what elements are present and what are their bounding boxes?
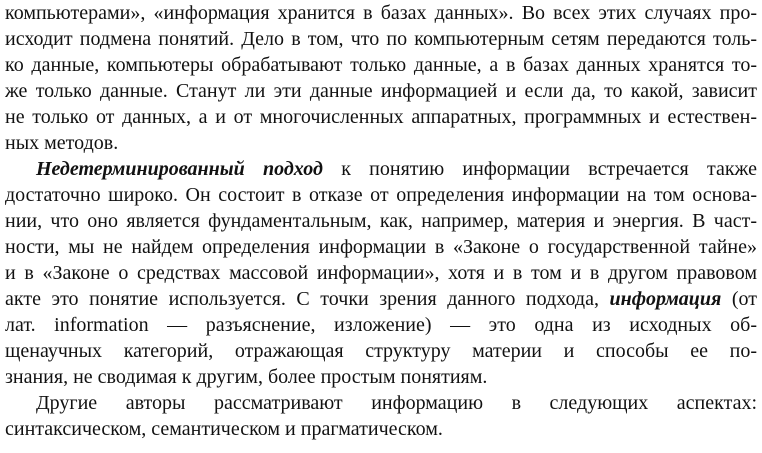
- emphasized-term: Недетерминированный подход: [36, 158, 323, 180]
- text-line: [5, 78, 757, 104]
- text-segment: не только от данных, а и от многочисленных аппаратных, программных и естествен-: [5, 106, 757, 128]
- paragraph: [5, 390, 757, 442]
- text-line: [5, 104, 757, 130]
- text-line: [5, 260, 757, 286]
- text-line: [5, 338, 757, 364]
- text-segment: (от: [721, 288, 757, 310]
- text-segment: ности, мы не найдем определения информации в «Законе о государственной тайне»: [5, 236, 757, 258]
- paragraph: [5, 0, 757, 156]
- text-line: [5, 234, 757, 260]
- text-segment: синтаксическом, семантическом и прагматическом.: [5, 418, 443, 440]
- text-line: [5, 364, 757, 390]
- text-line: [5, 416, 757, 442]
- text-segment: достаточно широко. Он состоит в отказе от определения информации на том основа-: [5, 184, 757, 206]
- text-segment: нии, что оно является фундаментальным, как, например, материя и энергия. В част-: [5, 210, 757, 232]
- text-segment: ко данные, компьютеры обрабатывают только данные, а в базах данных хранятся то-: [5, 54, 757, 76]
- text-line: [5, 0, 757, 26]
- text-line: [5, 390, 757, 416]
- text-segment: же только данные. Станут ли эти данные информацией и если да, то какой, зависит: [5, 80, 757, 102]
- text-segment: исходит подмена понятий. Дело в том, что по компьютерным сетям передаются толь-: [5, 28, 757, 50]
- document-body: [5, 0, 757, 442]
- text-segment: к понятию информации встречается также: [322, 158, 757, 180]
- document-page: [5, 0, 757, 442]
- emphasized-term: информация: [609, 288, 722, 310]
- text-segment: и в «Законе о средствах массовой информации», хотя и в том и в другом правовом: [5, 262, 757, 284]
- text-segment: Другие авторы рассматривают информацию в следующих аспектах:: [36, 392, 757, 414]
- text-segment: компьютерами», «информация хранится в базах данных». Во всех этих случаях про-: [5, 2, 757, 24]
- text-segment: лат. information — разъяснение, изложение) — это одна из исходных об-: [5, 314, 757, 336]
- text-line: [5, 182, 757, 208]
- text-segment: щенаучных категорий, отражающая структуру материи и способы ее по-: [5, 340, 757, 362]
- text-line: [5, 156, 757, 182]
- text-line: [5, 26, 757, 52]
- text-line: [5, 286, 757, 312]
- text-line: [5, 52, 757, 78]
- text-line: [5, 130, 757, 156]
- text-line: [5, 208, 757, 234]
- text-line: [5, 312, 757, 338]
- text-segment: знания, не сводимая к другим, более простым понятиям.: [5, 366, 488, 388]
- text-segment: ных методов.: [5, 132, 119, 154]
- text-segment: акте это понятие используется. С точки зрения данного подхода,: [5, 288, 610, 310]
- paragraph: [5, 156, 757, 390]
